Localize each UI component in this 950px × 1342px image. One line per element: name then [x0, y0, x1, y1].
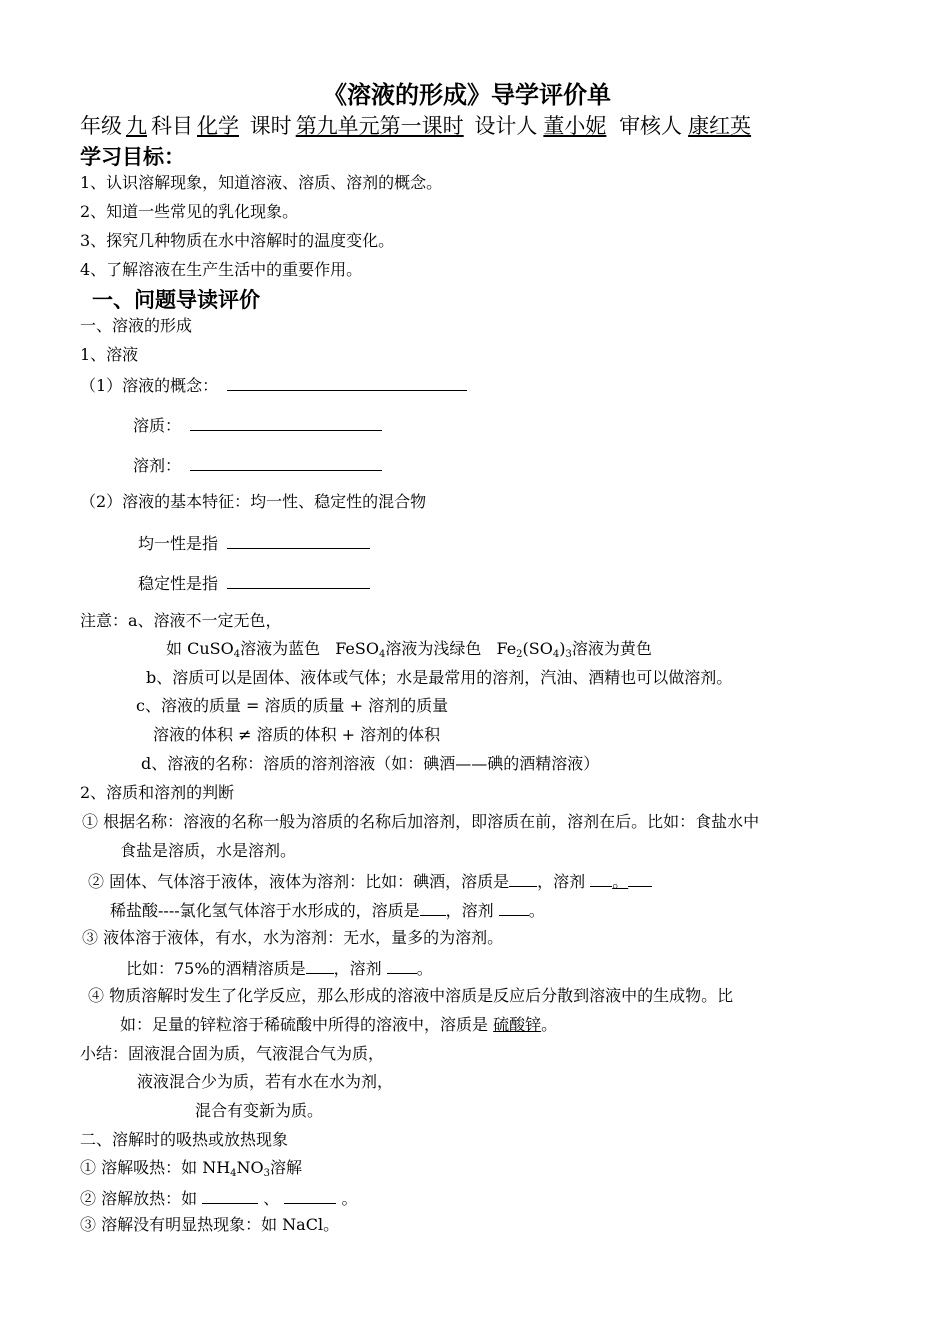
- rule-text: ，溶剂: [445, 901, 494, 920]
- lesson-value: 第九单元第一课时: [295, 114, 464, 138]
- solute-line: [133, 414, 382, 436]
- goal-item: 3、探究几种物质在水中溶解时的温度变化。: [80, 231, 395, 250]
- heat-text: 。: [341, 1189, 358, 1208]
- page-title: 《溶液的形成》导学评价单: [323, 80, 611, 109]
- note-c2: 溶液的体积 ≠ 溶质的体积 + 溶剂的体积: [153, 725, 441, 744]
- answer-blank[interactable]: [590, 870, 612, 887]
- judge-rule-2: [88, 870, 652, 892]
- reviewer-label: 审核人: [619, 114, 683, 138]
- note-c: c、溶液的质量 = 溶质的质量 + 溶剂的质量: [136, 696, 449, 715]
- rule-text: ，溶剂: [333, 959, 382, 978]
- concept-line: [80, 374, 467, 396]
- answer-zinc-sulfate: 硫酸锌: [493, 1015, 542, 1034]
- rule-text: 如：足量的锌粒溶于稀硫酸中所得的溶液中，溶质是: [120, 1015, 494, 1034]
- rule-text: ，溶剂: [537, 872, 586, 891]
- note-a-examples: [166, 639, 652, 659]
- heat-text: ② 溶解放热：如: [80, 1189, 198, 1208]
- goal-item: 2、知道一些常见的乳化现象。: [80, 202, 299, 221]
- solvent-line: [133, 454, 382, 476]
- example-prefix: 如: [166, 639, 188, 658]
- designer-value: 董小妮: [543, 114, 607, 138]
- subsection-heading: 二、溶解时的吸热或放热现象: [80, 1130, 289, 1149]
- heat-text: 溶解: [270, 1158, 303, 1177]
- rule-text: ② 固体、气体溶于液体，液体为溶剂：比如：碘酒，溶质是: [88, 872, 510, 891]
- example-text: 溶液为蓝色: [240, 639, 321, 658]
- subsection-heading: 2、溶质和溶剂的判断: [80, 783, 235, 802]
- solute-label: 溶质：: [133, 416, 182, 435]
- summary-line-2: 液液混合少为质，若有水在水为剂，: [137, 1072, 394, 1091]
- rule-text: 。: [528, 901, 545, 920]
- solute-answer-blank[interactable]: [190, 414, 382, 431]
- uniform-line: [138, 532, 370, 554]
- stable-answer-blank[interactable]: [227, 572, 370, 589]
- judge-rule-3: ③ 液体溶于液体，有水，水为溶剂：无水，量多的为溶剂。: [82, 928, 504, 947]
- rule-text: 。: [541, 1015, 558, 1034]
- goals-heading: 学习目标：: [80, 144, 185, 169]
- goal-item: 4、了解溶液在生产生活中的重要作用。: [80, 260, 363, 279]
- section-heading: 一、问题导读评价: [92, 287, 260, 312]
- grade-value: 九: [126, 114, 147, 138]
- summary-line-3: 混合有变新为质。: [195, 1101, 324, 1120]
- rule-text: 比如：75%的酒精溶质是: [126, 959, 306, 978]
- uniform-label: 均一性是指: [138, 534, 219, 553]
- judge-rule-1: ① 根据名称：溶液的名称一般为溶质的名称后加溶剂，即溶质在前，溶剂在后。比如：食盐水中: [82, 812, 760, 831]
- solvent-label: 溶剂：: [133, 456, 182, 475]
- stable-label: 稳定性是指: [138, 574, 219, 593]
- judge-rule-4b: [120, 1015, 557, 1035]
- answer-blank[interactable]: [387, 957, 417, 974]
- header-meta: [80, 113, 757, 139]
- answer-blank[interactable]: [284, 1187, 336, 1204]
- heat-item-1: [80, 1158, 302, 1178]
- grade-label: 年级: [80, 114, 122, 138]
- answer-blank[interactable]: [628, 870, 652, 887]
- note-d: d、溶液的名称：溶质的溶剂溶液（如：碘酒——碘的酒精溶液）: [141, 754, 600, 773]
- solvent-answer-blank[interactable]: [190, 454, 382, 471]
- lesson-label: 课时: [249, 114, 292, 138]
- heat-text: 、: [263, 1189, 280, 1208]
- concept-answer-blank[interactable]: [227, 374, 467, 391]
- rule-text: 稀盐酸----氯化氢气体溶于水形成的，溶质是: [110, 901, 420, 920]
- rule-text: 。: [416, 959, 433, 978]
- features-line: （2）溶液的基本特征：均一性、稳定性的混合物: [80, 492, 427, 511]
- summary-line-1: 小结：固液混合固为质，气液混合气为质，: [80, 1044, 385, 1063]
- reviewer-value: 康红英: [688, 114, 752, 138]
- answer-blank[interactable]: [420, 899, 446, 916]
- answer-blank[interactable]: [202, 1187, 258, 1204]
- formula-cuso4: CuSO$_4$: [187, 639, 241, 660]
- answer-blank[interactable]: [499, 899, 529, 916]
- heat-item-2: [80, 1187, 358, 1209]
- heat-item-3: ③ 溶解没有明显热现象：如 NaCl。: [80, 1215, 340, 1234]
- judge-rule-2b: [110, 899, 545, 921]
- note-b: b、溶质可以是固体、液体或气体；水是最常用的溶剂，汽油、酒精也可以做溶剂。: [146, 668, 733, 687]
- formula-nh4no3: $NH_4NO_3$: [202, 1158, 271, 1179]
- designer-label: 设计人: [474, 114, 538, 138]
- subject-value: 化学: [197, 114, 239, 138]
- example-text: 溶液为浅绿色: [385, 639, 482, 658]
- formula-fe2so43: $Fe_2(SO_4)_3$: [496, 639, 572, 660]
- subject-label: 科目: [151, 114, 193, 138]
- answer-blank[interactable]: [306, 957, 334, 974]
- concept-label: （1）溶液的概念：: [80, 376, 219, 395]
- note-a: 注意：a、溶液不一定无色，: [80, 611, 282, 630]
- answer-blank[interactable]: [509, 870, 537, 887]
- stable-line: [138, 572, 370, 594]
- subsection-heading: 1、溶液: [80, 345, 139, 364]
- judge-rule-3b: [126, 957, 433, 979]
- judge-rule-4: ④ 物质溶解时发生了化学反应，那么形成的溶液中溶质是反应后分散到溶液中的生成物。比: [88, 986, 734, 1005]
- heat-text: ① 溶解吸热：如: [80, 1158, 203, 1177]
- rule-end: 。: [612, 872, 629, 891]
- uniform-answer-blank[interactable]: [227, 532, 370, 549]
- subsection-heading: 一、溶液的形成: [80, 316, 193, 335]
- formula-feso4: FeSO$_4$: [335, 639, 386, 660]
- example-text: 溶液为黄色: [571, 639, 652, 658]
- judge-rule-1-cont: 食盐是溶质，水是溶剂。: [120, 841, 297, 860]
- goal-item: 1、认识溶解现象，知道溶液、溶质、溶剂的概念。: [80, 173, 443, 192]
